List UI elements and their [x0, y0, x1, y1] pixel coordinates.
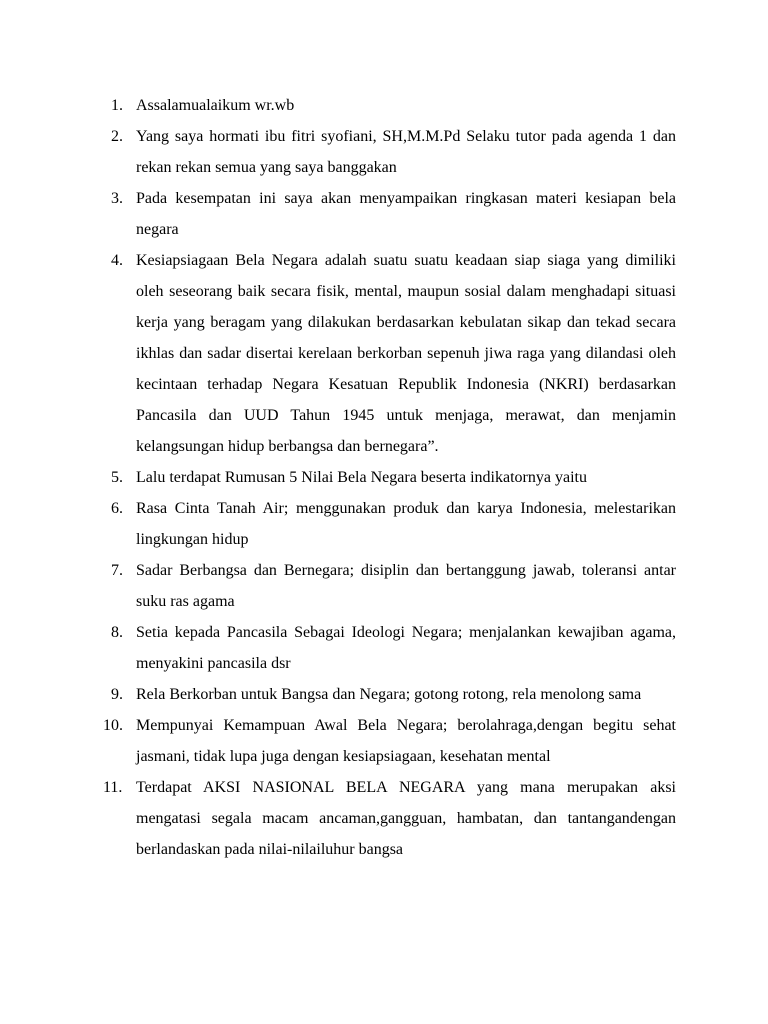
list-item: [0, 90, 768, 121]
list-item-text: Sadar Berbangsa dan Bernegara; disiplin dan bertanggung jawab, toleransi antar suku ras agama: [136, 562, 676, 610]
list-item-number: 8.: [111, 624, 123, 641]
list-item: [0, 555, 768, 617]
list-item-text: Terdapat AKSI NASIONAL BELA NEGARA yang mana merupakan aksi mengatasi segala macam ancaman,gangguan, hambatan, dan tantangandengan berlandaskan pada nilai-nilailuhur bangsa: [136, 779, 676, 858]
list-item: [0, 183, 768, 245]
list-item-number: 2.: [111, 128, 123, 145]
list-item: [0, 679, 768, 710]
list-item-number: 3.: [111, 190, 123, 207]
list-item-number: 9.: [111, 686, 123, 703]
list-item-text: Kesiapsiagaan Bela Negara adalah suatu suatu keadaan siap siaga yang dimiliki oleh seseorang baik secara fisik, mental, maupun sosial dalam menghadapi situasi kerja yang beragam yang dilakukan berdasarkan kebulatan sikap dan tekad secara ikhlas dan sadar disertai kerelaan berkorban sepenuh jiwa raga yang dilandasi oleh kecintaan terhadap Negara Kesatuan Republik Indonesia (NKRI) berdasarkan Pancasila dan UUD Tahun 1945 untuk menjaga, merawat, dan menjamin kelangsungan hidup berbangsa dan bernegara”.: [136, 252, 676, 455]
list-item-number: 7.: [111, 562, 123, 579]
list-item: [0, 462, 768, 493]
list-item: [0, 617, 768, 679]
list-item-number: 6.: [111, 500, 123, 517]
list-item-number: 10.: [103, 717, 123, 734]
list-item-text: Pada kesempatan ini saya akan menyampaikan ringkasan materi kesiapan bela negara: [136, 190, 676, 238]
list-item-text: Rasa Cinta Tanah Air; menggunakan produk dan karya Indonesia, melestarikan lingkungan hidup: [136, 500, 676, 548]
list-item-text: Lalu terdapat Rumusan 5 Nilai Bela Negara beserta indikatornya yaitu: [136, 469, 587, 486]
list-item-number: 5.: [111, 469, 123, 486]
numbered-list: [0, 90, 768, 865]
list-item: [0, 710, 768, 772]
list-item-text: Assalamualaikum wr.wb: [136, 97, 295, 114]
list-item-text: Yang saya hormati ibu fitri syofiani, SH,M.M.Pd Selaku tutor pada agenda 1 dan rekan rekan semua yang saya banggakan: [136, 128, 676, 176]
list-item: [0, 493, 768, 555]
list-item-number: 4.: [111, 252, 123, 269]
list-item: [0, 121, 768, 183]
list-item-text: Mempunyai Kemampuan Awal Bela Negara; berolahraga,dengan begitu sehat jasmani, tidak lupa juga dengan kesiapsiagaan, kesehatan mental: [136, 717, 676, 765]
list-item-number: 11.: [103, 779, 123, 796]
list-item-text: Setia kepada Pancasila Sebagai Ideologi Negara; menjalankan kewajiban agama, menyakini pancasila dsr: [136, 624, 676, 672]
list-item: [0, 245, 768, 462]
list-item: [0, 772, 768, 865]
list-item-number: 1.: [111, 97, 123, 114]
list-item-text: Rela Berkorban untuk Bangsa dan Negara; gotong rotong, rela menolong sama: [136, 686, 642, 703]
